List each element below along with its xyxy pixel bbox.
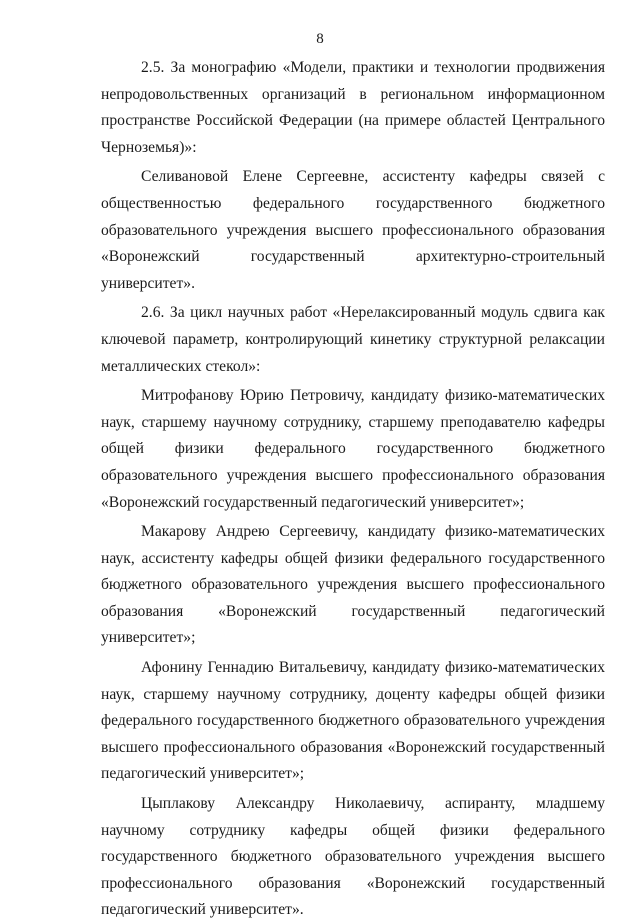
paragraph-awardee-selivanova: Селивановой Елене Сергеевне, ассистенту кафедры связей с общественностью федерального государственного бюджетного образовательного учреждения высшего профессионального образования «Воронежский государственный архитектурно-строительный университет». [101, 168, 605, 292]
paragraph-research-cycle-award: 2.6. За цикл научных работ «Нерелаксированный модуль сдвига как ключевой параметр, контролирующий кинетику структурной релаксации металлических стекол»: [101, 304, 605, 375]
paragraph-awardee-afonin: Афонину Геннадию Витальевичу, кандидату физико-математических наук, старшему научному сотруднику, доценту кафедры общей физики федерального государственного бюджетного образовательного учреждения высшего профессионального образования «Воронежский государственный педагогический университет»; [101, 659, 605, 783]
document-body [101, 55, 605, 924]
paragraph-awardee-mitrofanov: Митрофанову Юрию Петровичу, кандидату физико-математических наук, старшему научному сотруднику, старшему преподавателю кафедры общей физики федерального государственного бюджетного образовательного учреждения высшего профессионального образования «Воронежский государственный педагогический университет»; [101, 387, 605, 511]
paragraph-awardee-makarov: Макарову Андрею Сергеевичу, кандидату физико-математических наук, ассистенту кафедры общей физики федерального государственного бюджетного образовательного учреждения высшего профессионального образования «Воронежский государственный педагогический университет»; [101, 523, 605, 647]
page-number: 8 [316, 31, 324, 47]
paragraph-monograph-award: 2.5. За монографию «Модели, практики и технологии продвижения непродовольственных организаций в региональном информационном пространстве Российской Федерации (на примере областей Центрального Черноземья)»: [101, 59, 605, 156]
paragraph-awardee-tsyplakov: Цыплакову Александру Николаевичу, аспиранту, младшему научному сотруднику кафедры общей физики федерального государственного бюджетного образовательного учреждения высшего профессионального образования «Воронежский государственный педагогический университет». [101, 795, 605, 919]
